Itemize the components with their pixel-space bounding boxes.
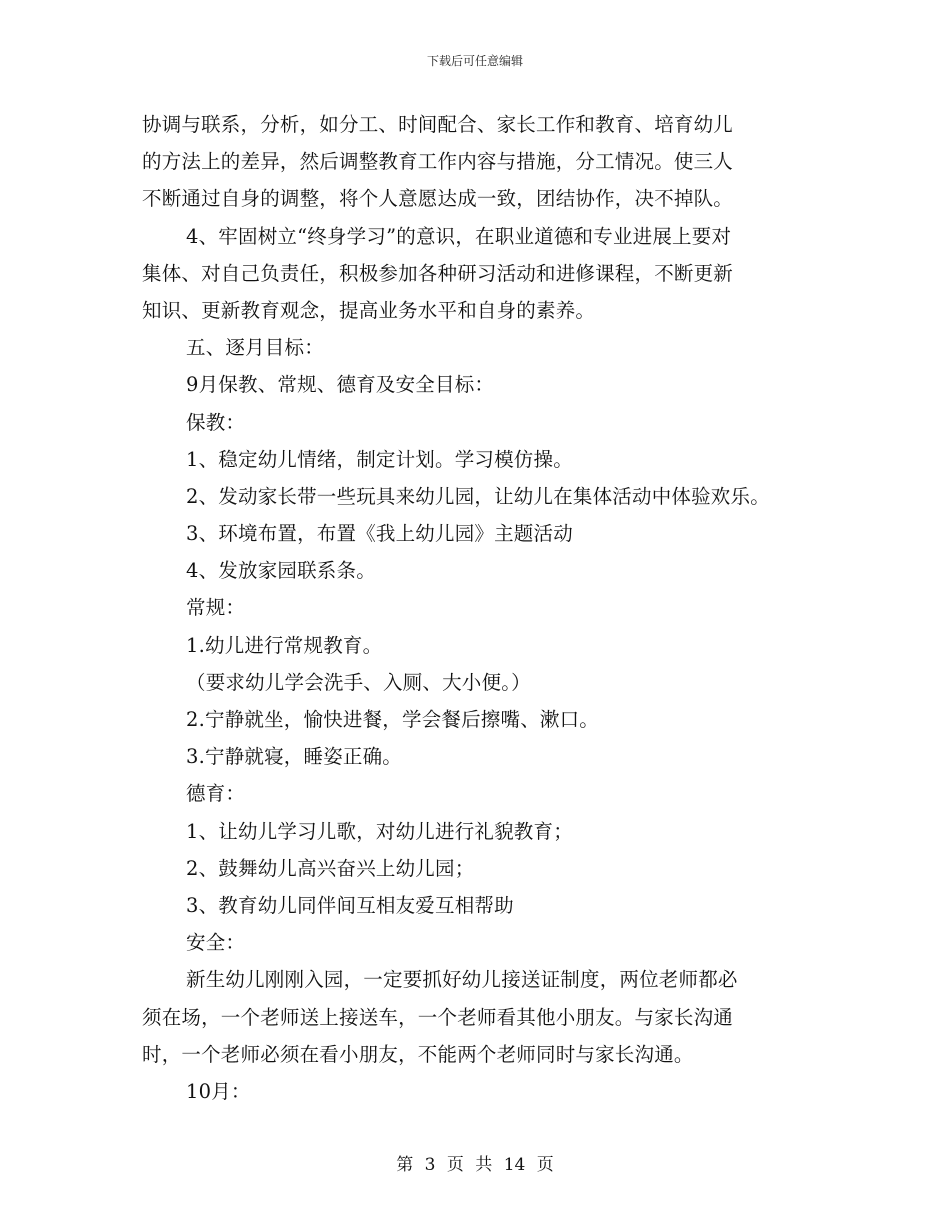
safety-paragraph-line-1: 新生幼儿刚刚入园，一定要抓好幼儿接送证制度，两位老师都必 bbox=[186, 968, 738, 992]
list-item-care-1: 1、稳定幼儿情绪，制定计划。学习模仿操。 bbox=[186, 447, 573, 471]
body-line-4: 4、牢固树立“终身学习”的意识，在职业道德和专业进展上要对 bbox=[186, 224, 732, 248]
page-number-footer: 第 3 页 共 14 页 bbox=[396, 1155, 554, 1175]
body-line-1: 协调与联系，分析，如分工、时间配合、家长工作和教育、培育幼儿 bbox=[142, 113, 734, 136]
document-body bbox=[142, 106, 832, 1110]
subheading-routine: 常规： bbox=[186, 596, 246, 620]
body-line-2: 的方法上的差异，然后调整教育工作内容与措施，分工情况。使三人 bbox=[142, 150, 734, 174]
list-item-routine-note: （要求幼儿学会洗手、入厕、大小便。） bbox=[186, 670, 531, 694]
subheading-care-education: 保教： bbox=[186, 410, 246, 434]
list-item-routine-1: 1.幼儿进行常规教育。 bbox=[186, 633, 383, 657]
list-item-care-4: 4、发放家园联系条。 bbox=[186, 559, 376, 583]
safety-paragraph-line-3: 时，一个老师必须在看小朋友，不能两个老师同时与家长沟通。 bbox=[142, 1042, 694, 1066]
list-item-care-2: 2、发动家长带一些玩具来幼儿园，让幼儿在集体活动中体验欢乐。 bbox=[186, 484, 770, 508]
section-heading-monthly-goals: 五、逐月目标： bbox=[186, 336, 324, 360]
subheading-september-goals: 9月保教、常规、德育及安全目标： bbox=[186, 373, 495, 397]
list-item-moral-3: 3、教育幼儿同伴间互相友爱互相帮助 bbox=[186, 893, 514, 917]
list-item-care-3: 3、环境布置，布置《我上幼儿园》主题活动 bbox=[186, 522, 573, 546]
list-item-routine-3: 3.宁静就寝，睡姿正确。 bbox=[186, 745, 403, 769]
page-header-note: 下载后可任意编辑 bbox=[426, 54, 523, 68]
body-line-5: 集体、对自己负责任，积极参加各种研习活动和进修课程，不断更新 bbox=[142, 261, 734, 285]
list-item-routine-2: 2.宁静就坐，愉快进餐，学会餐后擦嘴、漱口。 bbox=[186, 708, 600, 731]
body-line-3: 不断通过自身的调整，将个人意愿达成一致，团结协作，决不掉队。 bbox=[142, 187, 734, 211]
subheading-moral-education: 德育： bbox=[186, 782, 246, 806]
safety-paragraph-line-2: 须在场，一个老师送上接送车，一个老师看其他小朋友。与家长沟通 bbox=[142, 1005, 734, 1029]
list-item-moral-2: 2、鼓舞幼儿高兴奋兴上幼儿园； bbox=[186, 856, 475, 880]
subheading-october: 10月： bbox=[186, 1079, 251, 1103]
body-line-6: 知识、更新教育观念，提高业务水平和自身的素养。 bbox=[142, 298, 596, 322]
list-item-moral-1: 1、让幼儿学习儿歌，对幼儿进行礼貌教育； bbox=[186, 819, 573, 843]
subheading-safety: 安全： bbox=[186, 931, 246, 955]
